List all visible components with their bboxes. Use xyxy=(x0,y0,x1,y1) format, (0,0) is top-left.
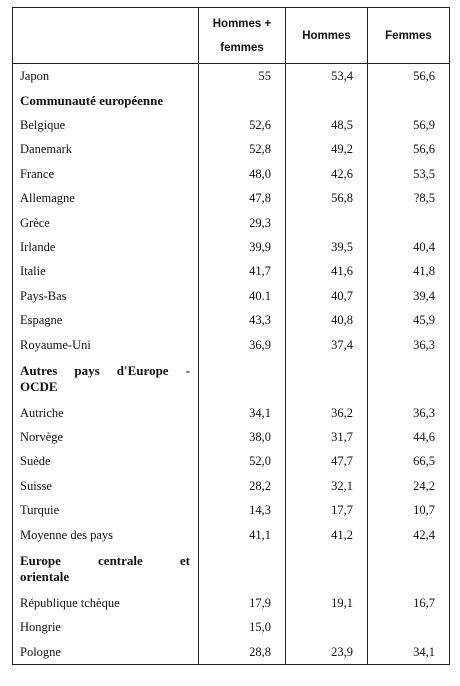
empty-cell xyxy=(199,547,286,591)
value-femmes: 44,6 xyxy=(368,425,450,449)
empty-cell xyxy=(286,547,368,591)
header-row xyxy=(13,8,450,64)
value-femmes: 56,6 xyxy=(368,64,450,89)
country-name: Moyenne des pays xyxy=(13,522,199,546)
table-row xyxy=(13,137,450,161)
value-hommes: 19,1 xyxy=(286,591,368,615)
value-femmes: 56,6 xyxy=(368,137,450,161)
table-row xyxy=(13,639,450,664)
value-femmes: 40,4 xyxy=(368,235,450,259)
country-name: Italie xyxy=(13,259,199,283)
country-name: Japon xyxy=(13,64,199,89)
value-hommes-femmes: 52,8 xyxy=(199,137,286,161)
country-name: Pologne xyxy=(13,639,199,664)
table-row xyxy=(13,284,450,308)
country-name: République tchèque xyxy=(13,591,199,615)
country-name: Turquie xyxy=(13,498,199,522)
country-name: Irlande xyxy=(13,235,199,259)
empty-cell xyxy=(199,357,286,401)
value-femmes: 10,7 xyxy=(368,498,450,522)
value-femmes: 34,1 xyxy=(368,639,450,664)
value-femmes: 56,9 xyxy=(368,113,450,137)
value-femmes xyxy=(368,210,450,234)
table-row xyxy=(13,449,450,473)
section-row xyxy=(13,357,450,401)
value-hommes: 32,1 xyxy=(286,474,368,498)
country-name: Allemagne xyxy=(13,186,199,210)
section-title xyxy=(13,547,199,591)
value-hommes-femmes: 47,8 xyxy=(199,186,286,210)
table-row xyxy=(13,522,450,546)
value-hommes: 40,8 xyxy=(286,308,368,332)
value-hommes-femmes: 29,3 xyxy=(199,210,286,234)
table-body xyxy=(13,64,450,665)
value-femmes: 16,7 xyxy=(368,591,450,615)
empty-cell xyxy=(368,547,450,591)
value-hommes-femmes: 41,1 xyxy=(199,522,286,546)
header-femmes: Femmes xyxy=(368,8,450,64)
country-name: Espagne xyxy=(13,308,199,332)
country-name: Suisse xyxy=(13,474,199,498)
value-femmes xyxy=(368,615,450,639)
country-name: Hongrie xyxy=(13,615,199,639)
header-line: Hommes + xyxy=(212,17,272,30)
value-hommes: 49,2 xyxy=(286,137,368,161)
country-name: Suède xyxy=(13,449,199,473)
table-row xyxy=(13,474,450,498)
table-row xyxy=(13,332,450,356)
value-hommes: 48,5 xyxy=(286,113,368,137)
country-name: Autriche xyxy=(13,401,199,425)
empty-cell xyxy=(286,357,368,401)
value-hommes-femmes: 39,9 xyxy=(199,235,286,259)
value-hommes-femmes: 55 xyxy=(199,64,286,89)
table-row xyxy=(13,113,450,137)
value-femmes: 41,8 xyxy=(368,259,450,283)
empty-cell xyxy=(199,88,286,112)
table-row xyxy=(13,591,450,615)
value-hommes-femmes: 40.1 xyxy=(199,284,286,308)
value-femmes: ?8,5 xyxy=(368,186,450,210)
value-hommes: 42,6 xyxy=(286,162,368,186)
value-hommes-femmes: 48,0 xyxy=(199,162,286,186)
empty-cell xyxy=(286,88,368,112)
table-row xyxy=(13,210,450,234)
data-table xyxy=(12,7,450,665)
table-row xyxy=(13,401,450,425)
table-row xyxy=(13,235,450,259)
country-name: Pays-Bas xyxy=(13,284,199,308)
value-femmes: 66,5 xyxy=(368,449,450,473)
value-hommes-femmes: 52,6 xyxy=(199,113,286,137)
country-name: Belgique xyxy=(13,113,199,137)
country-name: France xyxy=(13,162,199,186)
value-hommes: 39,5 xyxy=(286,235,368,259)
country-name: Danemark xyxy=(13,137,199,161)
value-femmes: 36,3 xyxy=(368,332,450,356)
value-hommes: 47,7 xyxy=(286,449,368,473)
value-hommes-femmes: 52,0 xyxy=(199,449,286,473)
value-hommes: 41,2 xyxy=(286,522,368,546)
value-femmes: 42,4 xyxy=(368,522,450,546)
value-hommes: 37,4 xyxy=(286,332,368,356)
table-row xyxy=(13,498,450,522)
value-hommes-femmes: 36,9 xyxy=(199,332,286,356)
value-hommes: 23,9 xyxy=(286,639,368,664)
table-row xyxy=(13,64,450,89)
empty-cell xyxy=(368,88,450,112)
value-hommes: 56,8 xyxy=(286,186,368,210)
value-hommes-femmes: 28,2 xyxy=(199,474,286,498)
header-line: femmes xyxy=(220,41,264,54)
section-title xyxy=(13,357,199,401)
section-title-line: orientale xyxy=(20,568,70,584)
section-row xyxy=(13,88,450,112)
value-hommes-femmes: 34,1 xyxy=(199,401,286,425)
table-row xyxy=(13,425,450,449)
value-femmes: 36,3 xyxy=(368,401,450,425)
value-hommes: 40,7 xyxy=(286,284,368,308)
section-title-line: Autres pays d'Europe - xyxy=(20,362,190,378)
value-femmes: 39,4 xyxy=(368,284,450,308)
section-row xyxy=(13,547,450,591)
section-title-line: Europe centrale et xyxy=(20,552,190,568)
value-hommes: 17,7 xyxy=(286,498,368,522)
value-hommes: 53,4 xyxy=(286,64,368,89)
value-hommes-femmes: 38,0 xyxy=(199,425,286,449)
empty-cell xyxy=(368,357,450,401)
section-title: Communauté européenne xyxy=(13,88,199,112)
table-row xyxy=(13,308,450,332)
value-hommes-femmes: 28,8 xyxy=(199,639,286,664)
value-hommes xyxy=(286,210,368,234)
value-hommes-femmes: 17,9 xyxy=(199,591,286,615)
value-hommes: 36,2 xyxy=(286,401,368,425)
value-hommes xyxy=(286,615,368,639)
table-row xyxy=(13,162,450,186)
value-hommes-femmes: 15,0 xyxy=(199,615,286,639)
section-title-line: OCDE xyxy=(20,378,58,394)
table-row xyxy=(13,615,450,639)
country-name: Royaume-Uni xyxy=(13,332,199,356)
value-hommes-femmes: 43,3 xyxy=(199,308,286,332)
header-empty xyxy=(13,8,199,64)
country-name: Norvège xyxy=(13,425,199,449)
value-hommes-femmes: 41,7 xyxy=(199,259,286,283)
table-row xyxy=(13,186,450,210)
header-hommes-femmes xyxy=(199,8,286,64)
table-row xyxy=(13,259,450,283)
value-femmes: 45,9 xyxy=(368,308,450,332)
value-femmes: 24,2 xyxy=(368,474,450,498)
country-name: Grèce xyxy=(13,210,199,234)
value-hommes: 31,7 xyxy=(286,425,368,449)
header-hommes: Hommes xyxy=(286,8,368,64)
value-femmes: 53,5 xyxy=(368,162,450,186)
value-hommes-femmes: 14,3 xyxy=(199,498,286,522)
value-hommes: 41,6 xyxy=(286,259,368,283)
